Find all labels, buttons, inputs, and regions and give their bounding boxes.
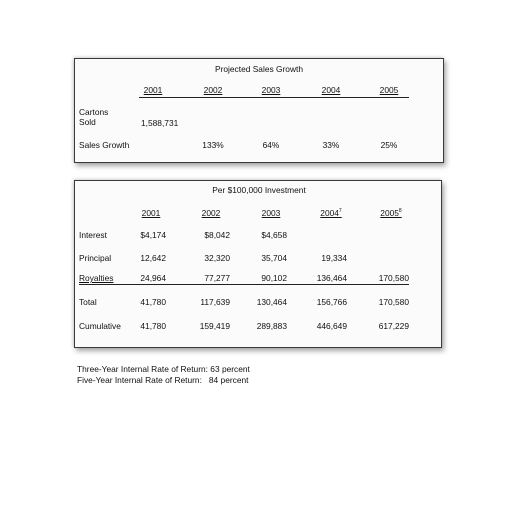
table2-cumulative-2002: 159,419: [199, 321, 230, 331]
table1-growth-2005: 25%: [380, 140, 398, 150]
table2-principal-2002: 32,320: [204, 253, 230, 263]
table2-year-2004: 2004$^7$: [320, 208, 342, 218]
table2-total-2001: 41,780: [140, 297, 166, 307]
table2-interest-2001: $4,174: [140, 230, 166, 240]
table2-principal-2003: 35,704: [261, 253, 287, 263]
table2-total-2003: 130,464: [256, 297, 287, 307]
table1-row-label-sales-growth: Sales Growth: [79, 140, 130, 150]
table1-header-rule: [139, 97, 409, 98]
footnote-7: 7: [338, 208, 342, 215]
table2-cumulative-2004: 446,649: [316, 321, 347, 331]
table2-royalties-2002: 77,277: [204, 273, 230, 283]
table1-growth-2002: 133%: [202, 140, 224, 150]
table2-royalties-2005: 170,580: [378, 273, 409, 283]
five-year-irr: Five-Year Internal Rate of Return: 84 percent: [77, 375, 249, 385]
table2-cumulative-2001: 41,780: [140, 321, 166, 331]
table2-row-label-principal: Principal: [79, 253, 112, 263]
table1-title: Projected Sales Growth: [215, 64, 303, 74]
table1-growth-2003: 64%: [262, 140, 280, 150]
table1-year-2004: 2004: [321, 85, 341, 95]
table2-title: Per $100,000 Investment: [212, 185, 306, 195]
table2-interest-2002: $8,042: [204, 230, 230, 240]
table1-year-2005: 2005: [379, 85, 399, 95]
table2-cumulative-2003: 289,883: [256, 321, 287, 331]
table1-row-label-cartons: Cartons: [79, 107, 109, 117]
table2-principal-2004: 19,334: [321, 253, 347, 263]
table2-principal-2001: 12,642: [140, 253, 166, 263]
table2-total-2002: 117,639: [200, 297, 230, 307]
table1-year-2001: 2001: [143, 85, 163, 95]
table2-year-2002: 2002: [201, 208, 221, 218]
table2-cumulative-2005: 617,229: [378, 321, 409, 331]
table2-royalties-2001: 24,964: [140, 273, 166, 283]
table2-row-label-total: Total: [79, 297, 97, 307]
table1-cartons-2001: 1,588,731: [141, 118, 179, 128]
per-investment-table: [74, 180, 442, 348]
table2-royalties-rule: [79, 284, 409, 285]
table2-total-2004: 156,766: [316, 297, 347, 307]
table1-row-label-sold: Sold: [79, 117, 96, 127]
table2-royalties-2003: 90,102: [261, 273, 287, 283]
table1-year-2003: 2003: [261, 85, 281, 95]
table2-interest-2003: $4,658: [261, 230, 287, 240]
table2-year-2003: 2003: [261, 208, 281, 218]
table2-royalties-2004: 136,464: [316, 273, 347, 283]
table2-total-2005: 170,580: [378, 297, 409, 307]
table2-year-2005: 2005$^8$: [380, 208, 402, 218]
projected-sales-growth-table: [74, 58, 444, 163]
table2-row-label-interest: Interest: [79, 230, 107, 240]
footnote-8: 8: [398, 208, 402, 215]
table2-row-label-cumulative: Cumulative: [79, 321, 121, 331]
table1-growth-2004: 33%: [322, 140, 340, 150]
table2-year-2001: 2001: [141, 208, 161, 218]
table2-row-label-royalties: Royalties: [79, 273, 114, 283]
table1-year-2002: 2002: [203, 85, 223, 95]
three-year-irr: Three-Year Internal Rate of Return: 63 percent: [77, 364, 250, 374]
